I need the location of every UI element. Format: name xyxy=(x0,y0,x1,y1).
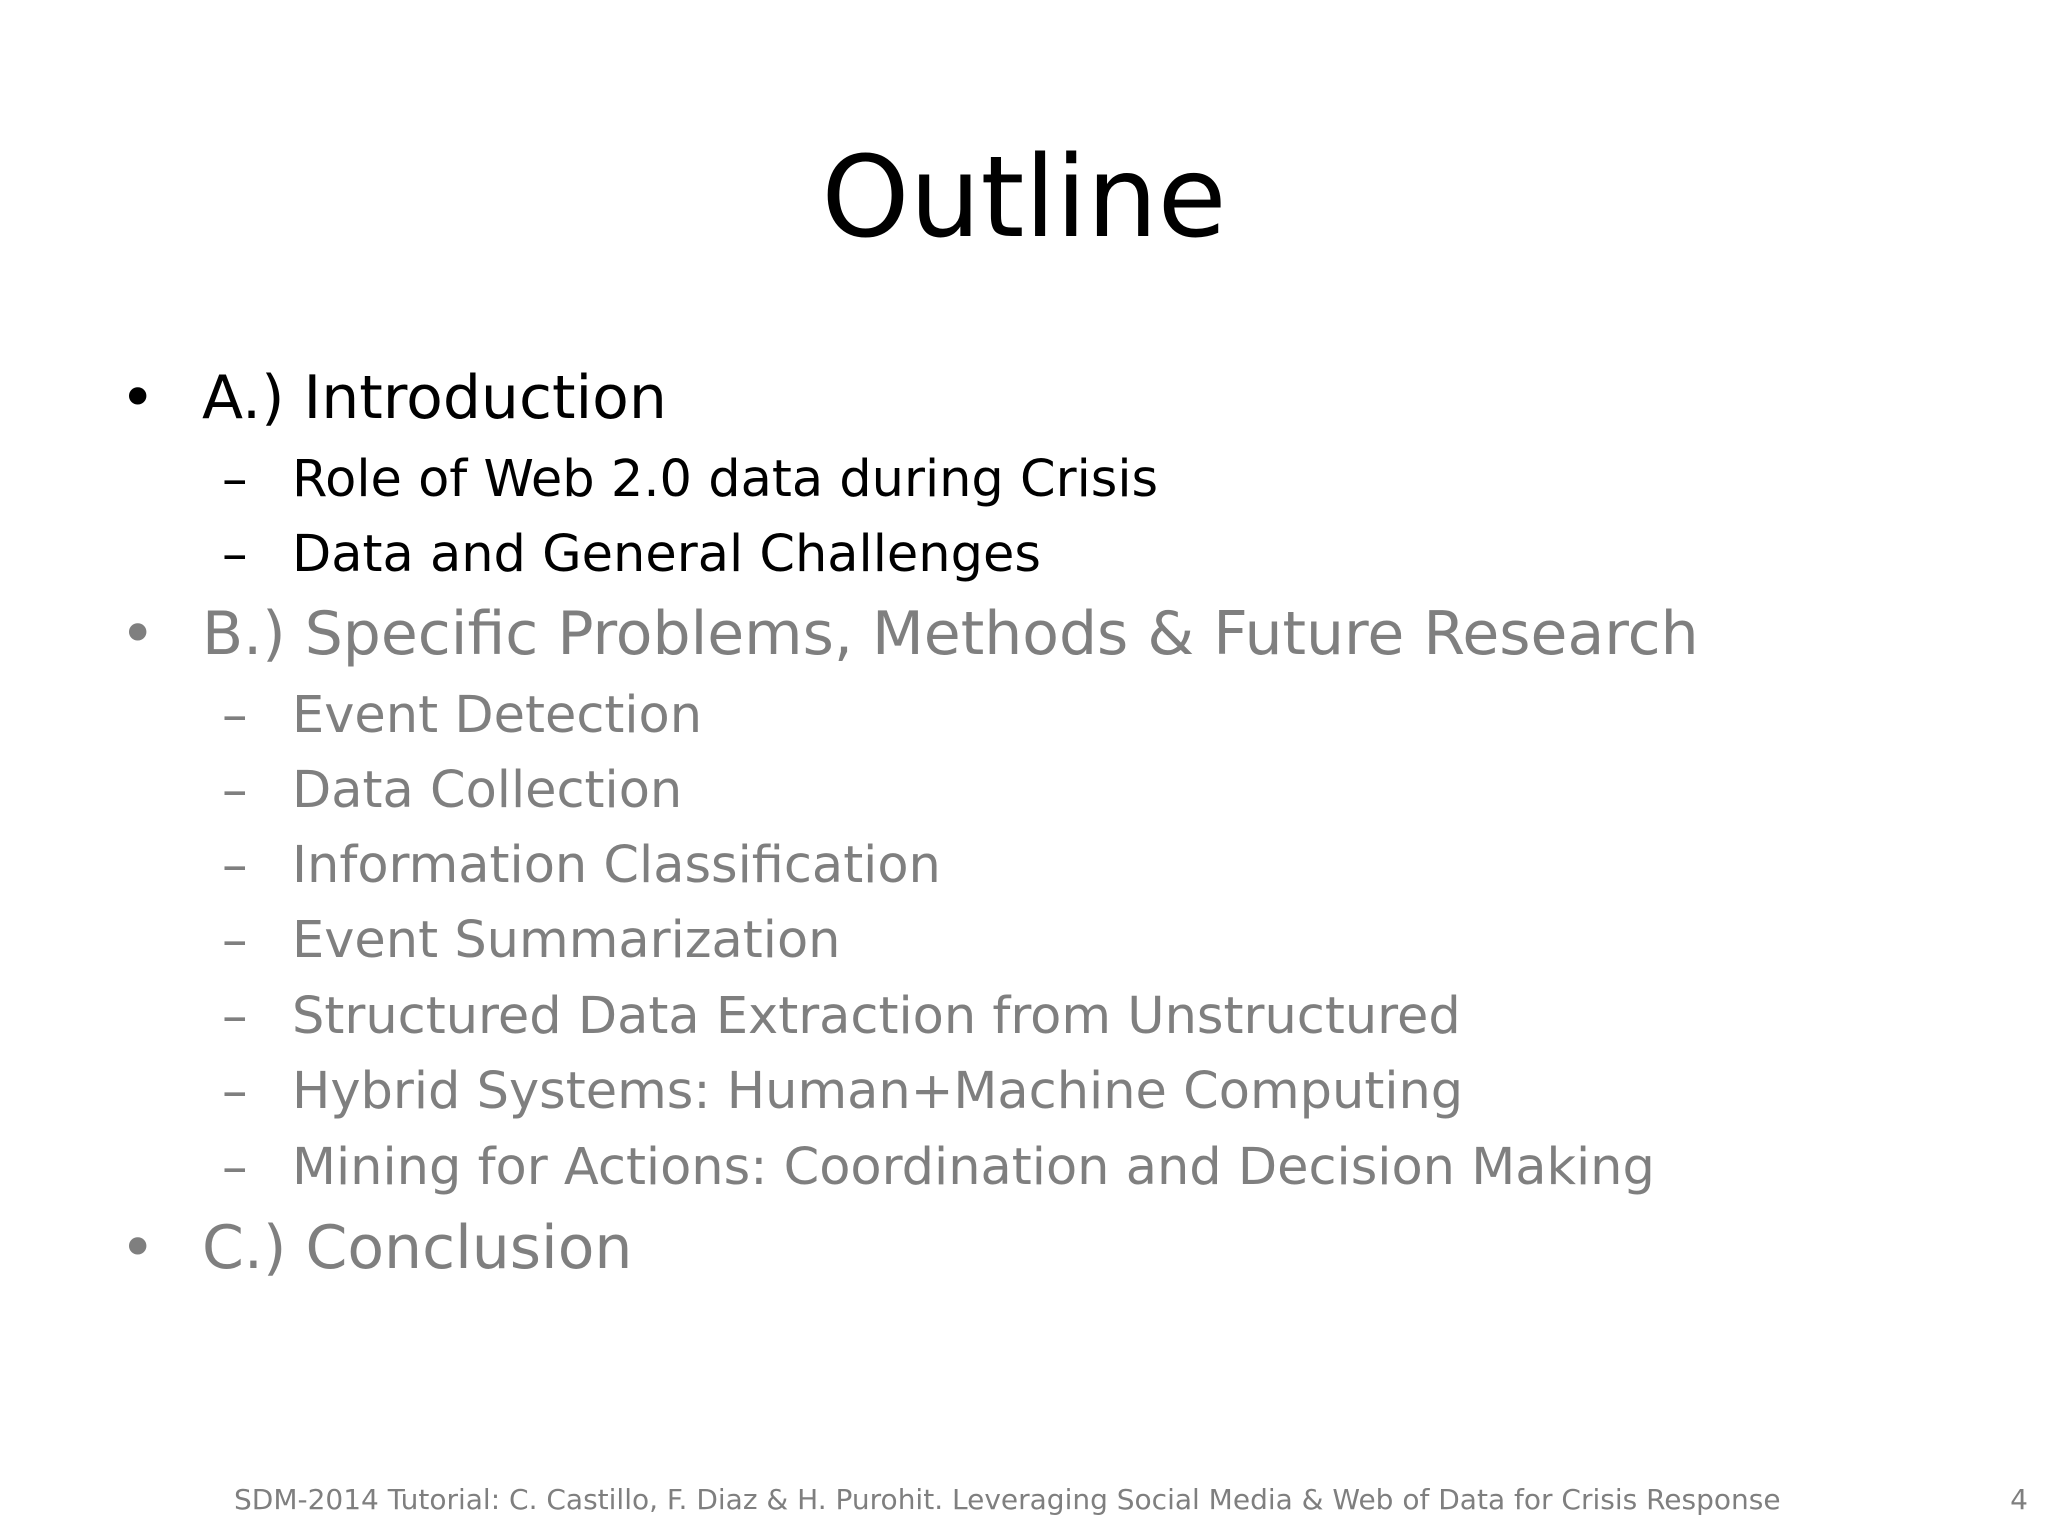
dash-marker: – xyxy=(222,911,248,970)
dash-marker: – xyxy=(222,686,248,745)
bullet-marker: • xyxy=(120,363,156,433)
outline-subitem-text: Data and General Challenges xyxy=(292,525,1041,584)
slide-title: Outline xyxy=(821,133,1227,263)
dash-marker: – xyxy=(222,450,248,509)
dash-marker: – xyxy=(222,1062,248,1121)
dash-marker: – xyxy=(222,761,248,820)
dash-marker: – xyxy=(222,836,248,895)
dash-marker: – xyxy=(222,525,248,584)
outline-subitem-text: Mining for Actions: Coordination and Decision Making xyxy=(292,1138,1655,1197)
outline-item-text: B.) Specific Problems, Methods & Future Research xyxy=(202,599,1699,669)
outline-subitem-text: Event Detection xyxy=(292,686,703,745)
outline-subitem-text: Event Summarization xyxy=(292,911,841,970)
dash-marker: – xyxy=(222,1138,248,1197)
outline-subitem-text: Role of Web 2.0 data during Crisis xyxy=(292,450,1159,509)
outline-item-text: C.) Conclusion xyxy=(202,1213,633,1283)
outline-subitem-text: Hybrid Systems: Human+Machine Computing xyxy=(292,1062,1464,1121)
footer-citation: SDM-2014 Tutorial: C. Castillo, F. Diaz & H. Purohit. Leveraging Social Media & Web of Data for Crisis Response xyxy=(234,1483,1781,1516)
bullet-marker: • xyxy=(120,1213,156,1283)
bullet-marker: • xyxy=(120,599,156,669)
outline-subitem-text: Information Classification xyxy=(292,836,941,895)
slide-number: 4 xyxy=(2010,1483,2028,1516)
dash-marker: – xyxy=(222,987,248,1046)
outline-item-text: A.) Introduction xyxy=(202,363,667,433)
outline-subitem-text: Structured Data Extraction from Unstructured xyxy=(292,987,1461,1046)
outline-subitem-text: Data Collection xyxy=(292,761,683,820)
